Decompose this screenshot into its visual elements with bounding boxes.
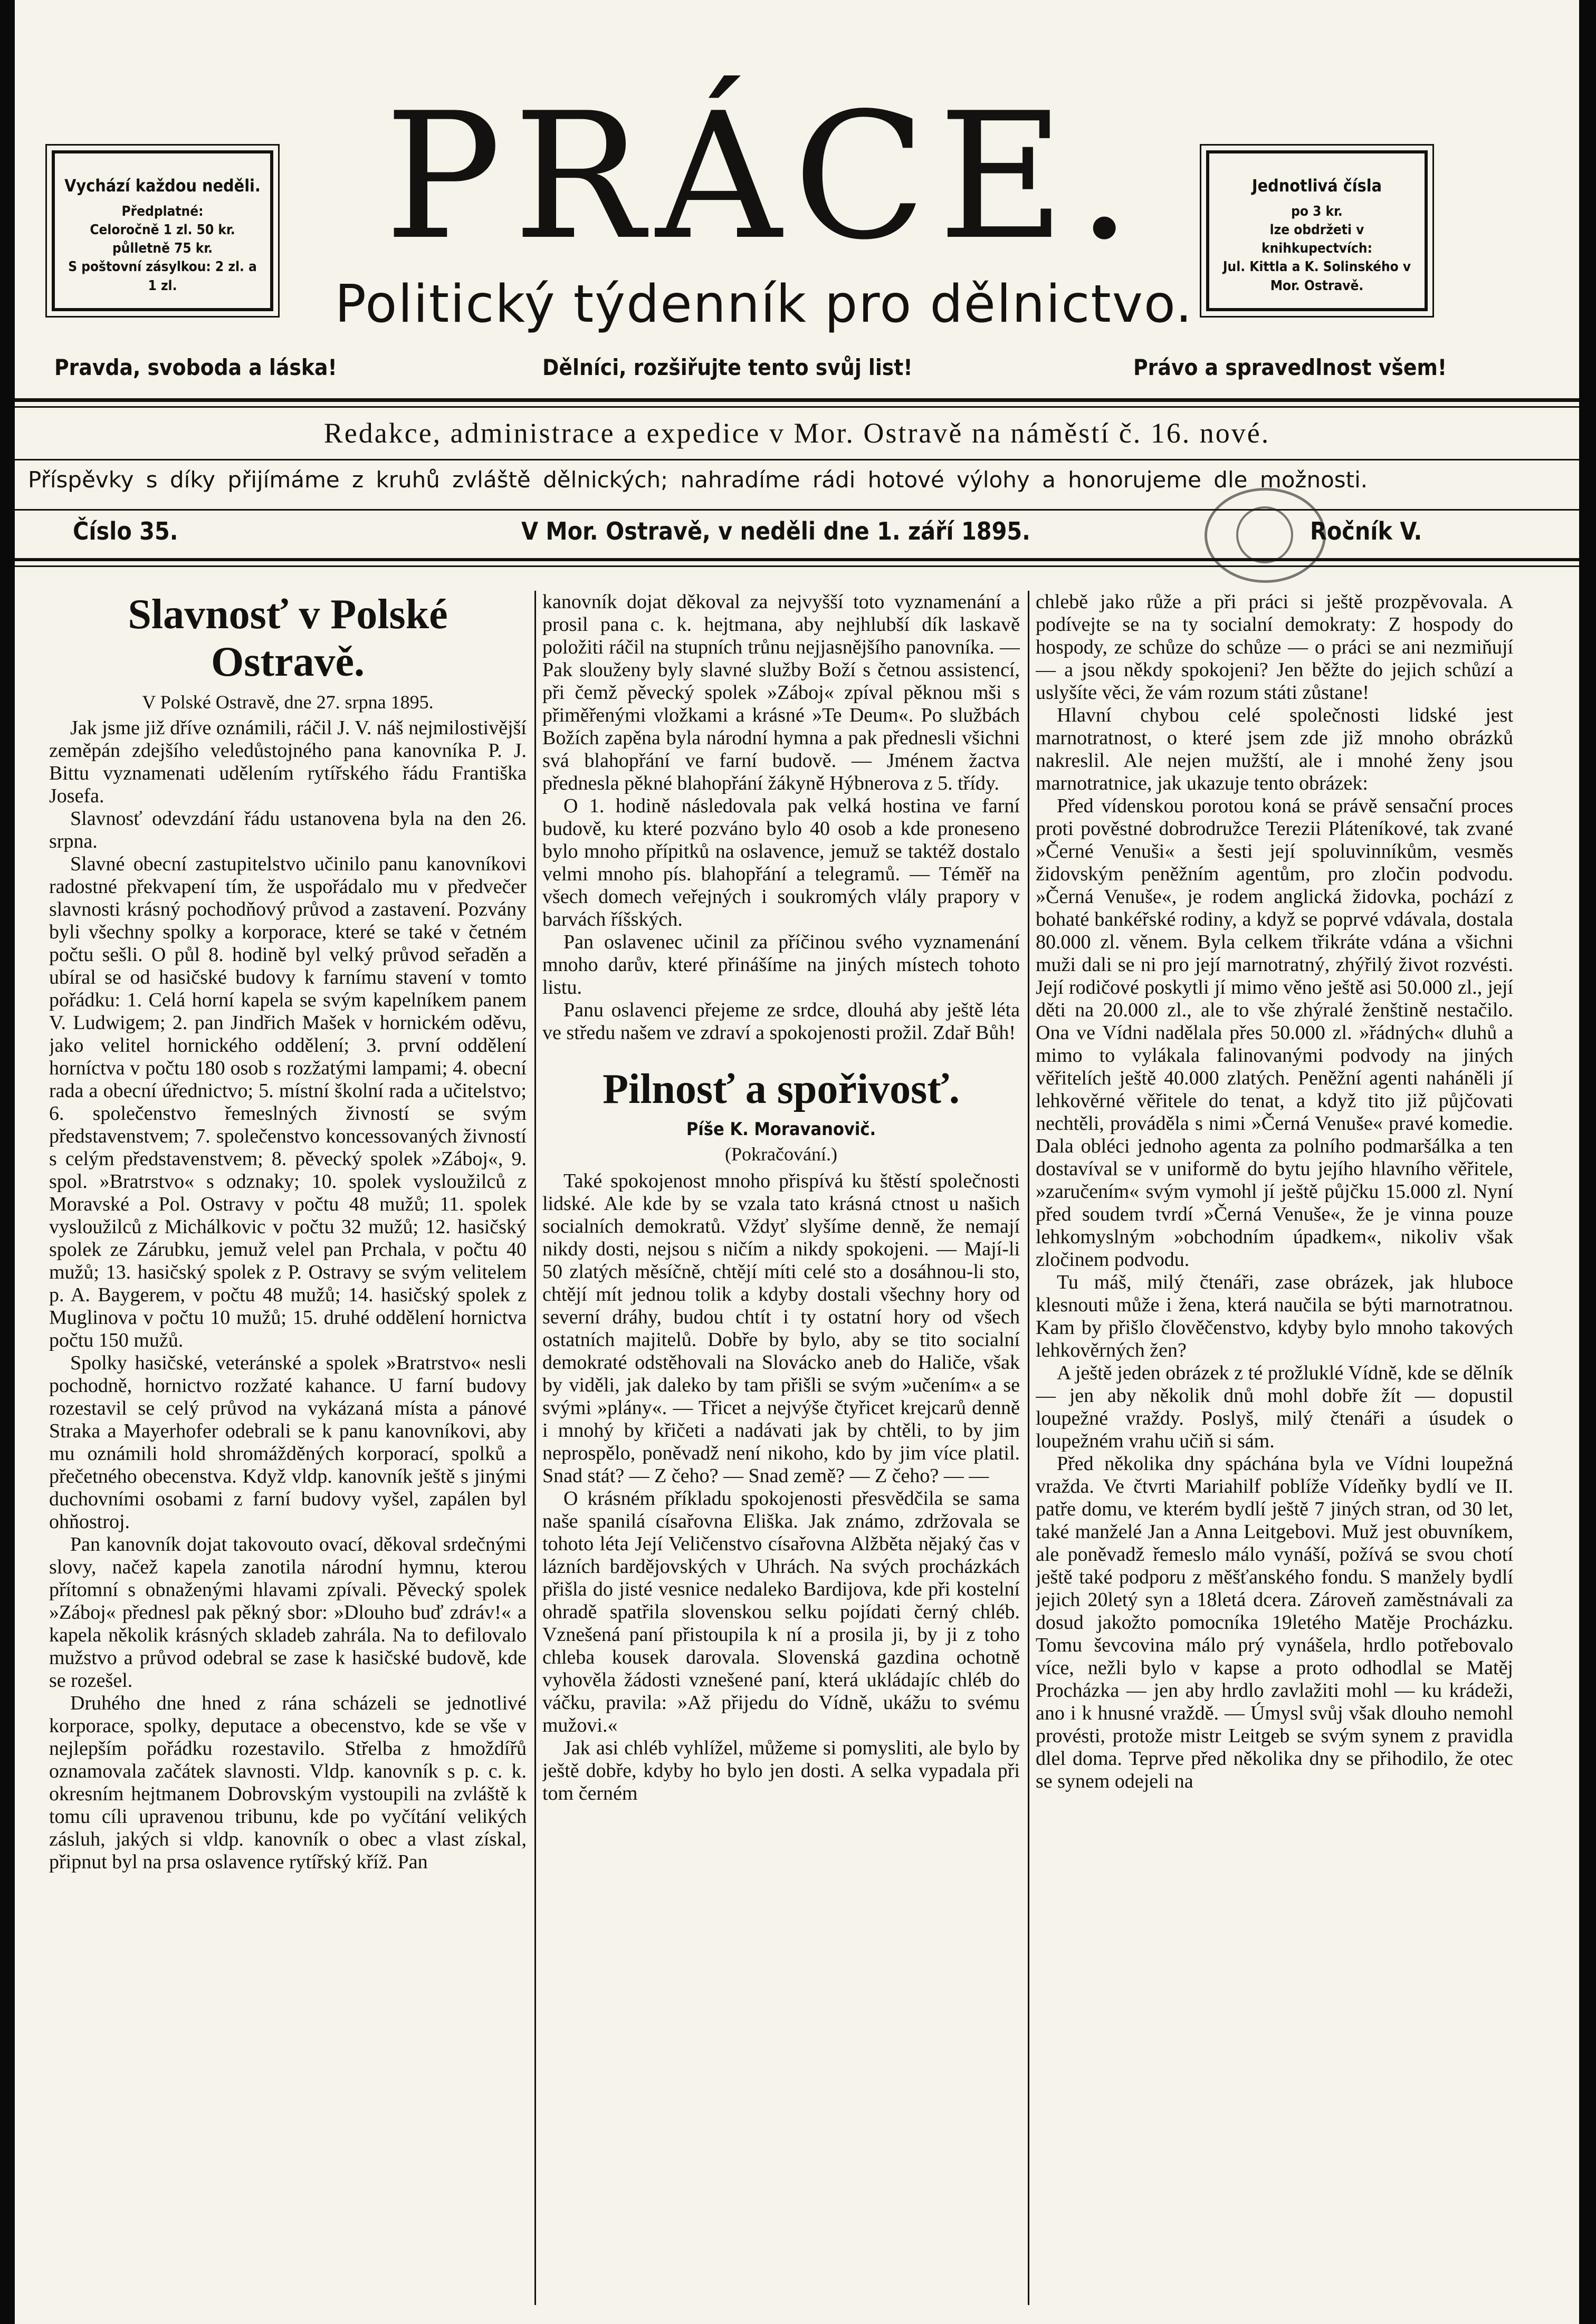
article1-paragraph: Jak jsme již dříve oznámili, ráčil J. V. náš nejmilostivější zeměpán zdejšího veledůstojného pana kanovníka P. J. Bittu vyznamenati udělením rytířského řádu Františka Josefa. bbox=[49, 717, 527, 807]
article2-cont-paragraph: Tu máš, milý čtenáři, zase obrázek, jak hluboce klesnouti může i žena, která naučila se býti marnotratnou. Kam by přišlo člověčenstvo, kdyby bylo mnoho takových lehkověrných žen? bbox=[1036, 1271, 1513, 1361]
column-1 bbox=[49, 591, 527, 2300]
article2-paragraph: Jak asi chléb vyhlížel, můžeme si pomysliti, ale bylo by ještě dobře, kdyby ho bylo jen dosti. A selka vypadala při tom černém bbox=[542, 1737, 1020, 1804]
stamp-eagle-icon bbox=[1236, 506, 1293, 563]
subscription-box bbox=[52, 150, 273, 311]
box-left-line3: Celoročně 1 zl. 50 kr. půlletně 75 kr. bbox=[90, 222, 235, 257]
article1-paragraph: Spolky hasičské, veteránské a spolek »Bratrstvo« nesli pochodně, hornictvo rozžaté kahance. U farní budovy rozestavil se celý průvod na vykázaná místa a pánové Straka a Mayerhofer odebrali se k panu kanovníkovi, aby mu oznámili hold shromážděných korporací, spolků a přečetného obecenstva. Když vldp. kanovník ještě s jinými duchovními osobami z farní budovy vyšel, zapálen byl ohňostroj. bbox=[49, 1352, 527, 1533]
contributions-note: Příspěvky s díky přijímáme z kruhů zvláště dělnických; nahradíme rádi hotové výlohy a honorujeme dle možnosti. bbox=[28, 467, 1368, 493]
box-right-line2: po 3 kr. bbox=[1291, 204, 1343, 220]
library-stamp bbox=[1205, 488, 1326, 583]
article2-paragraph: Také spokojenost mnoho přispívá ku štěstí společnosti lidské. Ale kde by se vzala tato krásná ctnost u našich socialních demokratů. Vždyť slyšíme denně, že nemají nikdy dosti, nejsou s ničím a nikdy spokojeni. — Mají-li 50 zlatých měsíčně, chtějí míti celé sto a dosáhnou-li sto, chtějí mít jednou tolik a kdyby dostali všechny hory od severní dráhy, budou chtít i ty ostatní hory od všech ostatních majitelů. Dobře by bylo, aby se tito socialní demokraté odstěhovali na Slovácko aneb do Haliče, však by viděli, jak daleko by tam přišli se svým »učením« a se svými »plány«. — Třicet a nejvýše čtyřicet krejcarů denně i mnohý by křičeti a nadávati jak by chtěli, to by jim neprospělo, poněvadž není nikoho, kdo by jim více platil. Snad stát? — Z čeho? — Snad země? — Z čeho? — — bbox=[542, 1170, 1020, 1487]
info-rule bbox=[15, 509, 1579, 511]
box-left-line1: Vychází každou neděli. bbox=[64, 176, 261, 196]
motto-center: Dělníci, rozšiřujte tento svůj list! bbox=[542, 354, 913, 380]
spacer bbox=[542, 1044, 1020, 1065]
box-right-line1: Jednotlivá čísla bbox=[1251, 176, 1382, 196]
article2-headline: Pilnosť a spořivosť. bbox=[603, 1066, 960, 1112]
masthead-title: PRÁCE. bbox=[384, 75, 1144, 278]
article1-cont-paragraph: Panu oslavenci přejeme ze srdce, dlouhá aby ještě léta ve středu našem ve zdraví a spokojenosti prožil. Zdař Bůh! bbox=[542, 999, 1020, 1044]
box-left-line4: S poštovní zásylkou: 2 zl. a 1 zl. bbox=[68, 259, 257, 294]
article2-continued: (Pokračování.) bbox=[725, 1144, 837, 1165]
motto-right: Právo a spravedlnost všem! bbox=[1133, 354, 1447, 380]
box-left-line2: Předplatné: bbox=[121, 204, 204, 220]
article2-paragraph: O krásném příkladu spokojenosti přesvědčila se sama naše spanilá císařovna Eliška. Jak známo, zdržovala se tohoto léta Její Veličenstvo císařovna Alžběta nějaký čas v lázních bardějovských v Uhrách. Na svých procházkách přišla do jisté vesnice nedaleko Bardijova, kde při kostelní ohradě spatřila slovenskou selku pojídati černý chléb. Vznešená paní přistoupila k ní a prosila ji, by ji z toho chleba kousek darovala. Slovenská gazdina ochotně vyhověla žádosti vznešené paní, která ukládajíc chléb do váčku, pravila: »Až přijedu do Vídně, ukážu to svému mužovi.« bbox=[542, 1487, 1020, 1736]
admin-address: Redakce, administrace a expedice v Mor. Ostravě na náměstí č. 16. nové. bbox=[323, 417, 1270, 449]
issue-date: V Mor. Ostravě, v neděli dne 1. září 1895. bbox=[521, 517, 1030, 545]
issue-rule bbox=[15, 558, 1579, 561]
box-right-line4: Jul. Kittla a K. Solinského v Mor. Ostravě. bbox=[1222, 259, 1411, 294]
article1-cont-paragraph: O 1. hodině následovala pak velká hostina ve farní budově, ku které pozváno bylo 40 osob a kde proneseno bylo mnoho přípitků na oslavence, jemuž se taktéž dostalo velmi mnoho pís. blahopřání a telegramů. — Téměř na všech domech veřejných i soukromých vlály prapory v barvách říšských. bbox=[542, 795, 1020, 930]
article2-cont-paragraph: Před vídenskou porotou koná se právě sensační proces proti pověstné dobrodružce Terezii Pláteníkové, tak zvané »Černé Venuši« a šesti její spoluvinníkům, vesměs židovským peněžním agentům, pro zločin podvodu. »Černá Venuše«, je rodem anglická židovka, pochází z bohaté bankéřské rodiny, a když se poprvé vdávala, dostala 80.000 zl. věnem. Byla celkem třikráte vdána a všichni muži dali se ni pro její marnotratný, zhýřilý život rozvésti. Její rodičové poskytli jí mimo věno ještě asi 50.000 zl., její děti na 20.000 zl., ale to vše zhýralé ženštině nestačilo. Ona ve Vídni nadělala přes 50.000 zl. »řádných« dluhů a mimo to vylákala falinovanými podvody na jiných věřitelích ještě 40.000 zlatých. Peněžní agenti naháněli jí lehkověrné věřitele do tenat, a když tito již půjčovati nechtěli, prováděla s nimi »Černá Venuše« pravé komedie. Dala obléci jednoho agenta za polního podmaršálka a ten dostavíval se v uniformě do bytu jejího hlavního věřitele, »zaručením« svým vymohl jí ještě půjčku 15.000 zl. Nyní před soudem tvrdí »Černá Venuše«, že je vinna pouze lehkomyslným »obchodním úpadkem«, nikoliv však zločinem podvodu. bbox=[1036, 795, 1513, 1271]
box-right-line3: lze obdržeti v knihkupectvích: bbox=[1261, 222, 1372, 257]
issue-number: Číslo 35. bbox=[73, 517, 178, 545]
issue-rule-thin bbox=[15, 565, 1579, 567]
article2-byline: Píše K. Moravanovič. bbox=[686, 1119, 876, 1140]
motto-left: Pravda, svoboda a láska! bbox=[54, 354, 337, 380]
article1-dateline: V Polské Ostravě, dne 27. srpna 1895. bbox=[142, 692, 434, 713]
article1-paragraph: Slavnosť odevzdání řádu ustanovena byla na den 26. srpna. bbox=[49, 808, 527, 852]
article2-cont-paragraph: A ještě jeden obrázek z té prožluklé Vídně, kde se dělník — jen aby několik dnů mohl dobře žít — dopustil loupežné vraždy. Poslyš, milý čtenáři a úsudek o loupežném vrahu učiň si sám. bbox=[1036, 1362, 1513, 1452]
info-rule bbox=[15, 459, 1579, 460]
column-2 bbox=[542, 591, 1020, 2300]
article2-cont-paragraph: chlebě jako růže a při práci si ještě prozpěvovala. A podívejte se na ty socialní demokraty: Z hospody do hospody, ze schůze do schůze — o práci se ani nezmiňují — a jsou někdy spokojeni? Jen běžte do jejich schůzí a uslyšíte věci, že vám rozum státi zůstane! bbox=[1036, 591, 1513, 704]
header-rule bbox=[15, 398, 1579, 402]
masthead-subtitle: Politický týdenník pro dělnictvo. bbox=[335, 274, 1193, 334]
column-divider bbox=[534, 591, 536, 2305]
article1-cont-paragraph: kanovník dojat děkoval za nejvyšší toto vyznamenání a prosil pana c. k. hejtmana, aby nejhlubší dík laskavě položiti ráčil na stupních trůnu nejjasnějšího panovníka. — Pak slouženy byly slavné služby Boží s četnou assistencí, při čemž pěvecký spolek »Záboj« zpíval pěknou mši s přiměřenými vložkami a krásné »Te Deum«. Po službách Božích zapěna byla národní hymna a pak přednesli všichni svá blahopřání ve farní budově. — Jménem žactva přednesla pěkné blahopřání žákyně Hýbnerova z 5. třídy. bbox=[542, 591, 1020, 794]
article1-cont-paragraph: Pan oslavenec učinil za příčinou svého vyznamenání mnoho darův, které přinášíme na jiných místech tohoto listu. bbox=[542, 931, 1020, 998]
article2-cont-paragraph: Před několika dny spáchána byla ve Vídni loupežná vražda. Ve čtvrti Mariahilf poblíže Vídeňky bydlí ve II. patře domu, ve kterém bydlí ještě 7 jiných stran, od 30 let, také manželé Jan a Anna Leitgebovi. Muž jest obuvníkem, ale poněvadž řemeslo málo vynáší, požívá se svou chotí ještě také podporu z měšťanského fondu. S manžely bydlí jejich 20letý syn a 18letá dcera. Zároveň zaměstnávali za dosud jakožto pomocníka 19letého Matěje Procházku. Tomu ševcovina málo prý vynášela, hrdlo potřebovalo více, nežli bylo v kapse a proto odhodlal se Matěj Procházka — jen aby hrdlo zavlažiti mohl — ku krádeži, ano i k hnusné vraždě. — Úmysl svůj však dlouho nemohl provésti, protože mistr Leitgeb se svým synem z pravidla dlel doma. Teprve před několika dny se přihodilo, že otec se synem odejeli na bbox=[1036, 1453, 1513, 1792]
article1-paragraph: Druhého dne hned z rána scházeli se jednotlivé korporace, spolky, deputace a obecenstvo, kde se vše v nejlepším pořádku rozestavilo. Střelba z hmoždířů oznamovala začátek slavnosti. Vldp. kanovník s p. c. k. okresním hejtmanem Dobrovským vystoupili na zvláště k tomu cíli upravenou tribunu, kde po vyčítání velikých zásluh, jakých si vldp. kanovník o obec a vlast získal, připnut byl na prsa oslavence rytířský kříž. Pan bbox=[49, 1692, 527, 1873]
column-3 bbox=[1036, 591, 1513, 2300]
newspaper-page bbox=[15, 0, 1579, 2324]
article1-paragraph: Pan kanovník dojat takovouto ovací, děkoval srdečnými slovy, načež kapela zanotila národní hymnu, kterou přítomní s obnaženými hlavami zpívali. Pěvecký spolek »Záboj« přednesl pak pěkný sbor: »Dlouho buď zdráv!« a kapela několik krásných skladeb zahrála. Na to defilovalo mužstvo a průvod odebral se zase k hasičské budově, kde se rozešel. bbox=[49, 1533, 527, 1692]
article1-paragraph: Slavné obecní zastupitelstvo učinilo panu kanovníkovi radostné překvapení tím, že uspořádalo mu v předvečer slavnosti krásný pochodňový průvod a zastavení. Pozvány byli všechny spolky a korporace, které se také v četném počtu sešli. O půl 8. hodině byl velký průvod seřaděn a ubíral se od hasičské budovy k farnímu stavení v tomto pořádku: 1. Celá horní kapela se svým kapelníkem panem V. Ludwigem; 2. pan Jindřich Mašek v hornickém oděvu, jako velitel hornického oddělení; 3. první oddělení horníctva v počtu 180 osob s rozžatými lampami; 4. obecní rada a obecní úřednictvo; 5. místní školní rada a učitelstvo; 6. společenstvo řemeslných živností se svým představenstvem; 7. společenstvo koncessovaných živností s celým představenstvem; 8. pěvecký spolek »Záboj«, 9. spol. »Bratrstvo« s odznaky; 10. spolek vysloužilců z Moravské a Pol. Ostravy v počtu 48 mužů; 11. spolek vysloužilců z Michálkovic v počtu 32 mužů; 12. hasičský spolek ze Zárubku, jemuž velel pan Prchala, v počtu 40 mužů; 13. hasičský spolek z P. Ostravy se svým velitelem p. A. Baygerem, v počtu 48 mužů; 14. hasičský spolek z Muglinova v počtu 10 mužů; 15. druhé oddělení hornictva počtu 150 mužů. bbox=[49, 853, 527, 1351]
column-divider bbox=[1028, 591, 1029, 2305]
article1-headline: Slavnosť v Polské Ostravě. bbox=[128, 591, 448, 685]
single-copy-box bbox=[1206, 150, 1428, 311]
header-rule-thin bbox=[15, 406, 1579, 408]
issue-volume: Ročník V. bbox=[1310, 517, 1422, 545]
article2-cont-paragraph: Hlavní chybou celé společnosti lidské jest marnotratnost, o které jsem zde již mnoho obrázků nakreslil. Ale nejen mužští, ale i mnohé ženy jsou marnotratnice, jak ukazuje tento obrázek: bbox=[1036, 704, 1513, 794]
